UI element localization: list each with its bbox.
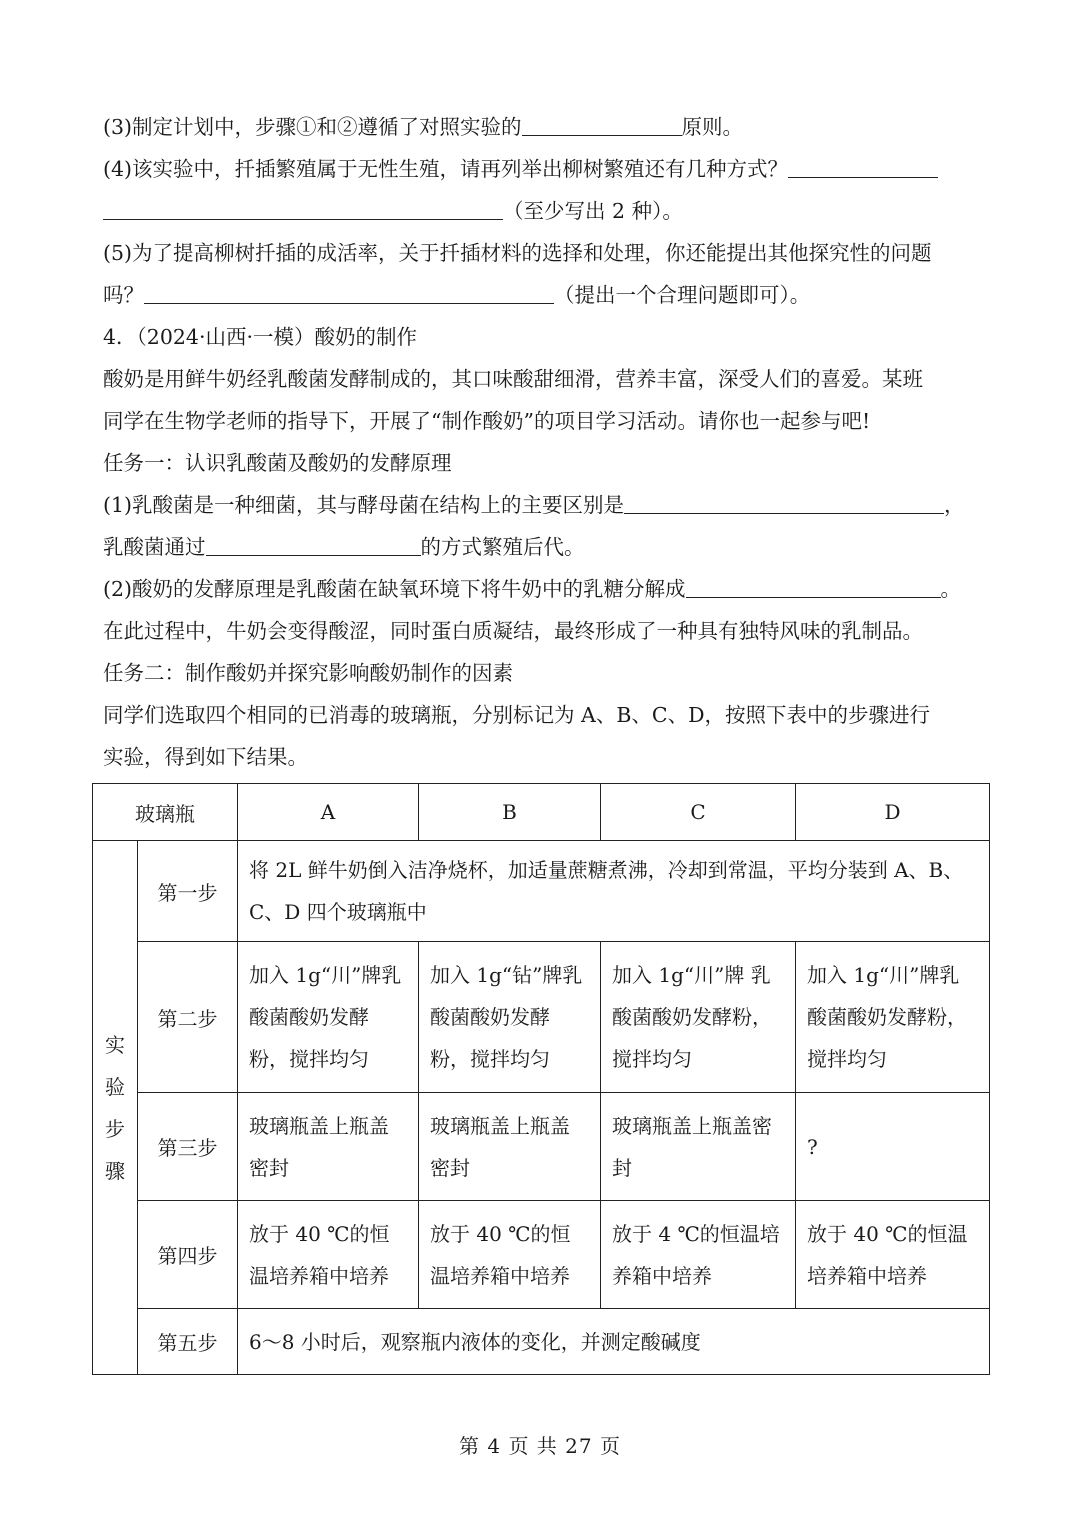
header-cell: B	[419, 784, 601, 841]
q3-line	[103, 106, 988, 148]
sq2-text-end: 。	[940, 577, 962, 601]
q3-text: (3)制定计划中，步骤①和②遵循了对照实验的	[103, 115, 522, 139]
header-cell: C	[601, 784, 796, 841]
table-cell	[796, 1093, 990, 1201]
cell-text: ?	[807, 1134, 818, 1159]
q4-line-1	[103, 148, 988, 190]
answer-blank[interactable]	[624, 489, 944, 514]
table-cell	[601, 1093, 796, 1201]
cell-text: 玻璃瓶盖上瓶盖密封	[430, 1113, 570, 1180]
side-char: 骤	[105, 1158, 125, 1183]
task-2-heading: 任务二：制作酸奶并探究影响酸奶制作的因素	[103, 661, 513, 685]
step-label: 第三步	[138, 1093, 238, 1201]
answer-blank[interactable]	[103, 195, 503, 220]
table-cell	[796, 942, 990, 1093]
answer-blank[interactable]	[788, 153, 938, 178]
q4-text-end: （至少写出 2 种）。	[503, 199, 683, 223]
question-content	[103, 106, 988, 778]
task-2-desc-2: 实验，得到如下结果。	[103, 745, 308, 769]
page-footer: 第 4 页 共 27 页	[459, 1434, 621, 1458]
table-cell	[419, 1093, 601, 1201]
header-cell: A	[238, 784, 419, 841]
table-cell	[419, 942, 601, 1093]
cell-text: 玻璃瓶盖上瓶盖密封	[249, 1113, 389, 1180]
table-cell	[601, 1201, 796, 1309]
answer-blank[interactable]	[144, 279, 554, 304]
cell-text: 加入 1g“川”牌乳酸菌酸奶发酵粉，搅拌均匀	[249, 963, 402, 1071]
table-row	[93, 1309, 990, 1375]
q4-text: (4)该实验中，扦插繁殖属于无性生殖，请再列举出柳树繁殖还有几种方式？	[103, 157, 789, 181]
sq1-line-2	[103, 526, 988, 568]
table-header-row	[93, 784, 990, 841]
q3-text-end: 原则。	[681, 115, 744, 139]
header-cell: D	[796, 784, 990, 841]
cell-text: 加入 1g“川”牌 乳酸菌酸奶发酵粉，搅拌均匀	[612, 963, 772, 1071]
step-label: 第五步	[138, 1309, 238, 1375]
side-label-cell	[93, 841, 138, 1375]
table-cell	[601, 942, 796, 1093]
q5-line-2	[103, 274, 988, 316]
side-char: 实	[105, 1032, 125, 1057]
sq1-line-1	[103, 484, 988, 526]
answer-blank[interactable]	[686, 573, 941, 598]
answer-blank[interactable]	[522, 111, 682, 136]
cell-text: 放于 4 ℃的恒温培养箱中培养	[612, 1221, 780, 1288]
merged-cell	[238, 1309, 990, 1375]
cell-text: 加入 1g“钻”牌乳酸菌酸奶发酵粉，搅拌均匀	[430, 963, 583, 1071]
sq2-line-2: 在此过程中，牛奶会变得酸涩，同时蛋白质凝结，最终形成了一种具有独特风味的乳制品。	[103, 619, 923, 643]
q5-text-start: 吗？	[103, 283, 144, 307]
step-label: 第一步	[138, 841, 238, 942]
table-row	[93, 1201, 990, 1309]
sq1-text-2: 乳酸菌通过	[103, 535, 206, 559]
intro-line-2: 同学在生物学老师的指导下，开展了“制作酸奶”的项目学习活动。请你也一起参与吧!	[103, 409, 871, 433]
table-cell	[238, 942, 419, 1093]
cell-text: 将 2L 鲜牛奶倒入洁净烧杯，加适量蔗糖煮沸，冷却到常温，平均分装到 A、B、C、D 四个玻璃瓶中	[249, 858, 964, 924]
cell-text: 6～8 小时后，观察瓶内液体的变化，并测定酸碱度	[249, 1329, 701, 1354]
table-row	[93, 942, 990, 1093]
side-char: 步	[105, 1116, 125, 1141]
cell-text: 加入 1g“川”牌乳酸菌酸奶发酵粉，搅拌均匀	[807, 963, 967, 1071]
answer-blank[interactable]	[206, 531, 421, 556]
step-label: 第二步	[138, 942, 238, 1093]
table-cell	[419, 1201, 601, 1309]
table-row	[93, 1093, 990, 1201]
sq1-text-end: ，	[944, 493, 965, 517]
sq2-line-1	[103, 568, 988, 610]
cell-text: 放于 40 ℃的恒温培养箱中培养	[249, 1221, 390, 1288]
table-cell	[238, 1093, 419, 1201]
step-label: 第四步	[138, 1201, 238, 1309]
table-cell	[238, 1201, 419, 1309]
table-cell	[796, 1201, 990, 1309]
q5-text-end: （提出一个合理问题即可）。	[554, 283, 811, 307]
q5-line-1	[103, 232, 988, 274]
cell-text: 放于 40 ℃的恒温培养箱中培养	[430, 1221, 571, 1288]
q5-text: (5)为了提高柳树扦插的成活率，关于扦插材料的选择和处理，你还能提出其他探究性的问题	[103, 241, 932, 265]
cell-text: 玻璃瓶盖上瓶盖密封	[612, 1113, 772, 1180]
question-4-title: 4．（2024·山西·一模）酸奶的制作	[103, 325, 417, 349]
task-2-desc-1: 同学们选取四个相同的已消毒的玻璃瓶，分别标记为 A、B、C、D，按照下表中的步骤进行	[103, 703, 931, 727]
table-row	[93, 841, 990, 942]
sq2-text: (2)酸奶的发酵原理是乳酸菌在缺氧环境下将牛奶中的乳糖分解成	[103, 577, 686, 601]
task-1-heading: 任务一：认识乳酸菌及酸奶的发酵原理	[103, 451, 452, 475]
sq1-text: (1)乳酸菌是一种细菌，其与酵母菌在结构上的主要区别是	[103, 493, 625, 517]
header-cell: 玻璃瓶	[93, 784, 238, 841]
side-char: 验	[105, 1074, 125, 1099]
q4-line-2	[103, 190, 988, 232]
intro-line-1: 酸奶是用鲜牛奶经乳酸菌发酵制成的，其口味酸甜细滑，营养丰富，深受人们的喜爱。某班	[103, 367, 923, 391]
experiment-table	[92, 783, 990, 1375]
cell-text: 放于 40 ℃的恒温培养箱中培养	[807, 1221, 968, 1288]
sq1-text-2-end: 的方式繁殖后代。	[420, 535, 585, 559]
merged-cell	[238, 841, 990, 942]
